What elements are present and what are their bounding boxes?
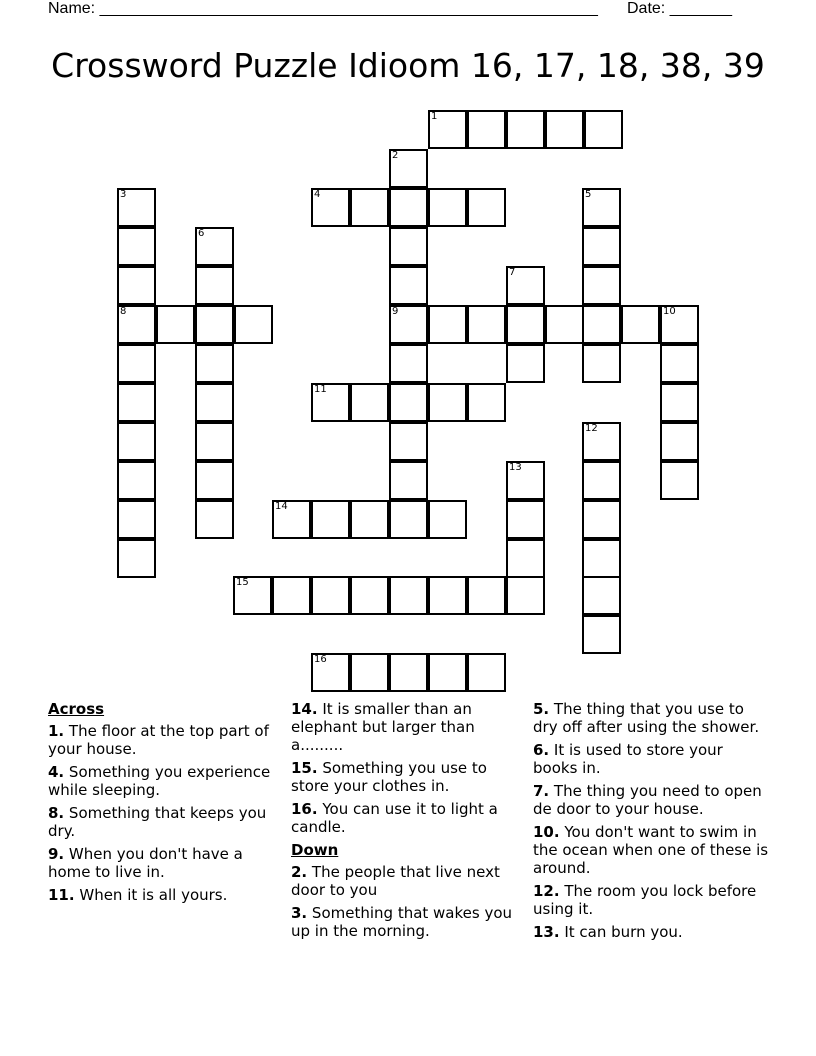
crossword-cell[interactable] <box>660 461 699 500</box>
crossword-cell[interactable] <box>660 305 699 344</box>
clue-across-9 <box>48 845 284 881</box>
clue-number: 1. <box>48 722 65 740</box>
clue-down-12 <box>533 882 769 918</box>
clue-text: Something you use to store your clothes in. <box>291 759 487 795</box>
cell-number: 6 <box>198 228 205 239</box>
cell-number: 11 <box>314 384 327 395</box>
cell-number: 12 <box>585 423 598 434</box>
crossword-cell[interactable] <box>506 461 545 500</box>
clue-across-16 <box>291 800 527 836</box>
crossword-cell[interactable] <box>660 344 699 383</box>
clue-text: It is used to store your books in. <box>533 741 723 777</box>
crossword-cell[interactable] <box>389 383 428 422</box>
clue-text: The thing that you use to dry off after using the shower. <box>533 700 760 736</box>
clue-text: The floor at the top part of your house. <box>48 722 269 758</box>
clue-text: It is smaller than an elephant but larger than a......... <box>291 700 475 754</box>
crossword-cell[interactable] <box>506 576 545 615</box>
crossword-cell[interactable] <box>428 383 467 422</box>
cell-number: 9 <box>392 306 399 317</box>
clues-column-2 <box>291 700 527 945</box>
clue-across-11 <box>48 886 284 904</box>
cell-number: 10 <box>663 306 676 317</box>
cell-number: 3 <box>120 189 127 200</box>
clue-number: 12. <box>533 882 560 900</box>
clue-number: 4. <box>48 763 65 781</box>
crossword-cell[interactable] <box>195 383 234 422</box>
clue-text: The people that live next door to you <box>291 863 500 899</box>
crossword-cell[interactable] <box>621 305 660 344</box>
crossword-cell[interactable] <box>582 422 621 461</box>
crossword-cell[interactable] <box>311 576 350 615</box>
crossword-cell[interactable] <box>506 266 545 305</box>
crossword-cell[interactable] <box>389 149 428 188</box>
crossword-cell[interactable] <box>506 500 545 539</box>
cell-number: 1 <box>431 111 438 122</box>
name-field-line[interactable]: Name: ________________________________________________________ <box>48 0 598 17</box>
crossword-cell[interactable] <box>582 461 621 500</box>
clue-across-15 <box>291 759 527 795</box>
crossword-cell[interactable] <box>582 188 621 227</box>
clue-across-1 <box>48 722 284 758</box>
crossword-cell[interactable] <box>506 539 545 578</box>
crossword-cell[interactable] <box>506 305 545 344</box>
crossword-cell[interactable] <box>234 305 273 344</box>
crossword-cell[interactable] <box>156 305 195 344</box>
crossword-cell[interactable] <box>428 110 467 149</box>
clue-text: When it is all yours. <box>79 886 228 904</box>
clue-number: 11. <box>48 886 75 904</box>
clue-text: Something that wakes you up in the morning. <box>291 904 513 940</box>
crossword-cell[interactable] <box>117 305 156 344</box>
crossword-cell[interactable] <box>117 227 156 266</box>
crossword-cell[interactable] <box>389 305 428 344</box>
crossword-cell[interactable] <box>389 266 428 305</box>
crossword-cell[interactable] <box>389 500 428 539</box>
crossword-cell[interactable] <box>195 500 234 539</box>
crossword-cell[interactable] <box>117 188 156 227</box>
clue-number: 8. <box>48 804 65 822</box>
crossword-cell[interactable] <box>545 305 584 344</box>
clue-text: It can burn you. <box>564 923 683 941</box>
crossword-cell[interactable] <box>582 344 621 383</box>
cell-number: 2 <box>392 150 399 161</box>
clues-column-3 <box>533 700 769 946</box>
cell-number: 13 <box>509 462 522 473</box>
clue-text: The room you lock before using it. <box>533 882 757 918</box>
down-heading: Down <box>291 841 339 859</box>
crossword-cell[interactable] <box>117 344 156 383</box>
crossword-cell[interactable] <box>311 188 350 227</box>
clue-down-2 <box>291 863 527 899</box>
crossword-cell[interactable] <box>195 266 234 305</box>
clue-number: 2. <box>291 863 308 881</box>
crossword-cell[interactable] <box>467 188 506 227</box>
crossword-cell[interactable] <box>582 227 621 266</box>
clue-text: The thing you need to open de door to your house. <box>533 782 762 818</box>
crossword-cell[interactable] <box>195 305 234 344</box>
across-heading: Across <box>48 700 105 718</box>
crossword-cell[interactable] <box>467 383 506 422</box>
clue-number: 7. <box>533 782 550 800</box>
cell-number: 8 <box>120 306 127 317</box>
cell-number: 15 <box>236 577 249 588</box>
crossword-cell[interactable] <box>582 615 621 654</box>
clue-down-7 <box>533 782 769 818</box>
crossword-cell[interactable] <box>389 576 428 615</box>
crossword-cell[interactable] <box>350 188 389 227</box>
crossword-cell[interactable] <box>117 539 156 578</box>
crossword-cell[interactable] <box>350 500 389 539</box>
crossword-cell[interactable] <box>428 500 467 539</box>
clue-text: You don't want to swim in the ocean when one of these is around. <box>533 823 769 877</box>
crossword-cell[interactable] <box>506 344 545 383</box>
crossword-cell[interactable] <box>195 461 234 500</box>
cell-number: 16 <box>314 654 327 665</box>
crossword-cell[interactable] <box>350 383 389 422</box>
crossword-cell[interactable] <box>582 539 621 578</box>
crossword-cell[interactable] <box>428 653 467 692</box>
crossword-cell[interactable] <box>117 422 156 461</box>
crossword-cell[interactable] <box>582 266 621 305</box>
clue-number: 6. <box>533 741 550 759</box>
crossword-cell[interactable] <box>117 266 156 305</box>
crossword-cell[interactable] <box>467 653 506 692</box>
crossword-cell[interactable] <box>428 188 467 227</box>
clue-number: 13. <box>533 923 560 941</box>
crossword-cell[interactable] <box>117 383 156 422</box>
crossword-cell[interactable] <box>117 461 156 500</box>
crossword-cell[interactable] <box>350 576 389 615</box>
crossword-cell[interactable] <box>272 576 311 615</box>
date-field-line[interactable]: Date: _______ <box>627 0 732 17</box>
clue-number: 5. <box>533 700 550 718</box>
crossword-cell[interactable] <box>195 344 234 383</box>
cell-number: 5 <box>585 189 592 200</box>
clue-down-10 <box>533 823 769 877</box>
clue-number: 14. <box>291 700 318 718</box>
clue-text: When you don't have a home to live in. <box>48 845 243 881</box>
cell-number: 4 <box>314 189 321 200</box>
crossword-cell[interactable] <box>467 305 506 344</box>
crossword-cell[interactable] <box>350 653 389 692</box>
crossword-cell[interactable] <box>311 653 350 692</box>
clue-down-3 <box>291 904 527 940</box>
crossword-cell[interactable] <box>389 344 428 383</box>
clue-down-5 <box>533 700 769 736</box>
crossword-cell[interactable] <box>389 188 428 227</box>
clue-across-4 <box>48 763 284 799</box>
crossword-cell[interactable] <box>582 500 621 539</box>
crossword-cell[interactable] <box>195 422 234 461</box>
clue-down-6 <box>533 741 769 777</box>
crossword-cell[interactable] <box>467 576 506 615</box>
clue-number: 15. <box>291 759 318 777</box>
crossword-cell[interactable] <box>582 305 621 344</box>
clue-number: 9. <box>48 845 65 863</box>
crossword-cell[interactable] <box>389 227 428 266</box>
crossword-cell[interactable] <box>660 422 699 461</box>
crossword-cell[interactable] <box>584 110 623 149</box>
page-title: Crossword Puzzle Idioom 16, 17, 18, 38, 39 <box>51 46 765 85</box>
clue-across-14 <box>291 700 527 754</box>
crossword-cell[interactable] <box>117 500 156 539</box>
crossword-cell[interactable] <box>660 383 699 422</box>
cell-number: 14 <box>275 501 288 512</box>
clue-number: 16. <box>291 800 318 818</box>
crossword-cell[interactable] <box>195 227 234 266</box>
crossword-cell[interactable] <box>506 110 545 149</box>
clue-across-8 <box>48 804 284 840</box>
crossword-cell[interactable] <box>311 383 350 422</box>
crossword-cell[interactable] <box>389 422 428 461</box>
clue-text: Something that keeps you dry. <box>48 804 267 840</box>
crossword-cell[interactable] <box>582 576 621 615</box>
clue-text: You can use it to light a candle. <box>291 800 498 836</box>
cell-number: 7 <box>509 267 516 278</box>
crossword-cell[interactable] <box>467 110 506 149</box>
crossword-cell[interactable] <box>389 461 428 500</box>
clues-column-1 <box>48 700 284 909</box>
crossword-cell[interactable] <box>428 305 467 344</box>
crossword-cell[interactable] <box>428 576 467 615</box>
crossword-cell[interactable] <box>233 576 272 615</box>
crossword-cell[interactable] <box>311 500 350 539</box>
clue-number: 3. <box>291 904 308 922</box>
crossword-cell[interactable] <box>272 500 311 539</box>
clue-text: Something you experience while sleeping. <box>48 763 271 799</box>
clue-number: 10. <box>533 823 560 841</box>
crossword-cell[interactable] <box>389 653 428 692</box>
clue-down-13 <box>533 923 769 941</box>
crossword-cell[interactable] <box>545 110 584 149</box>
